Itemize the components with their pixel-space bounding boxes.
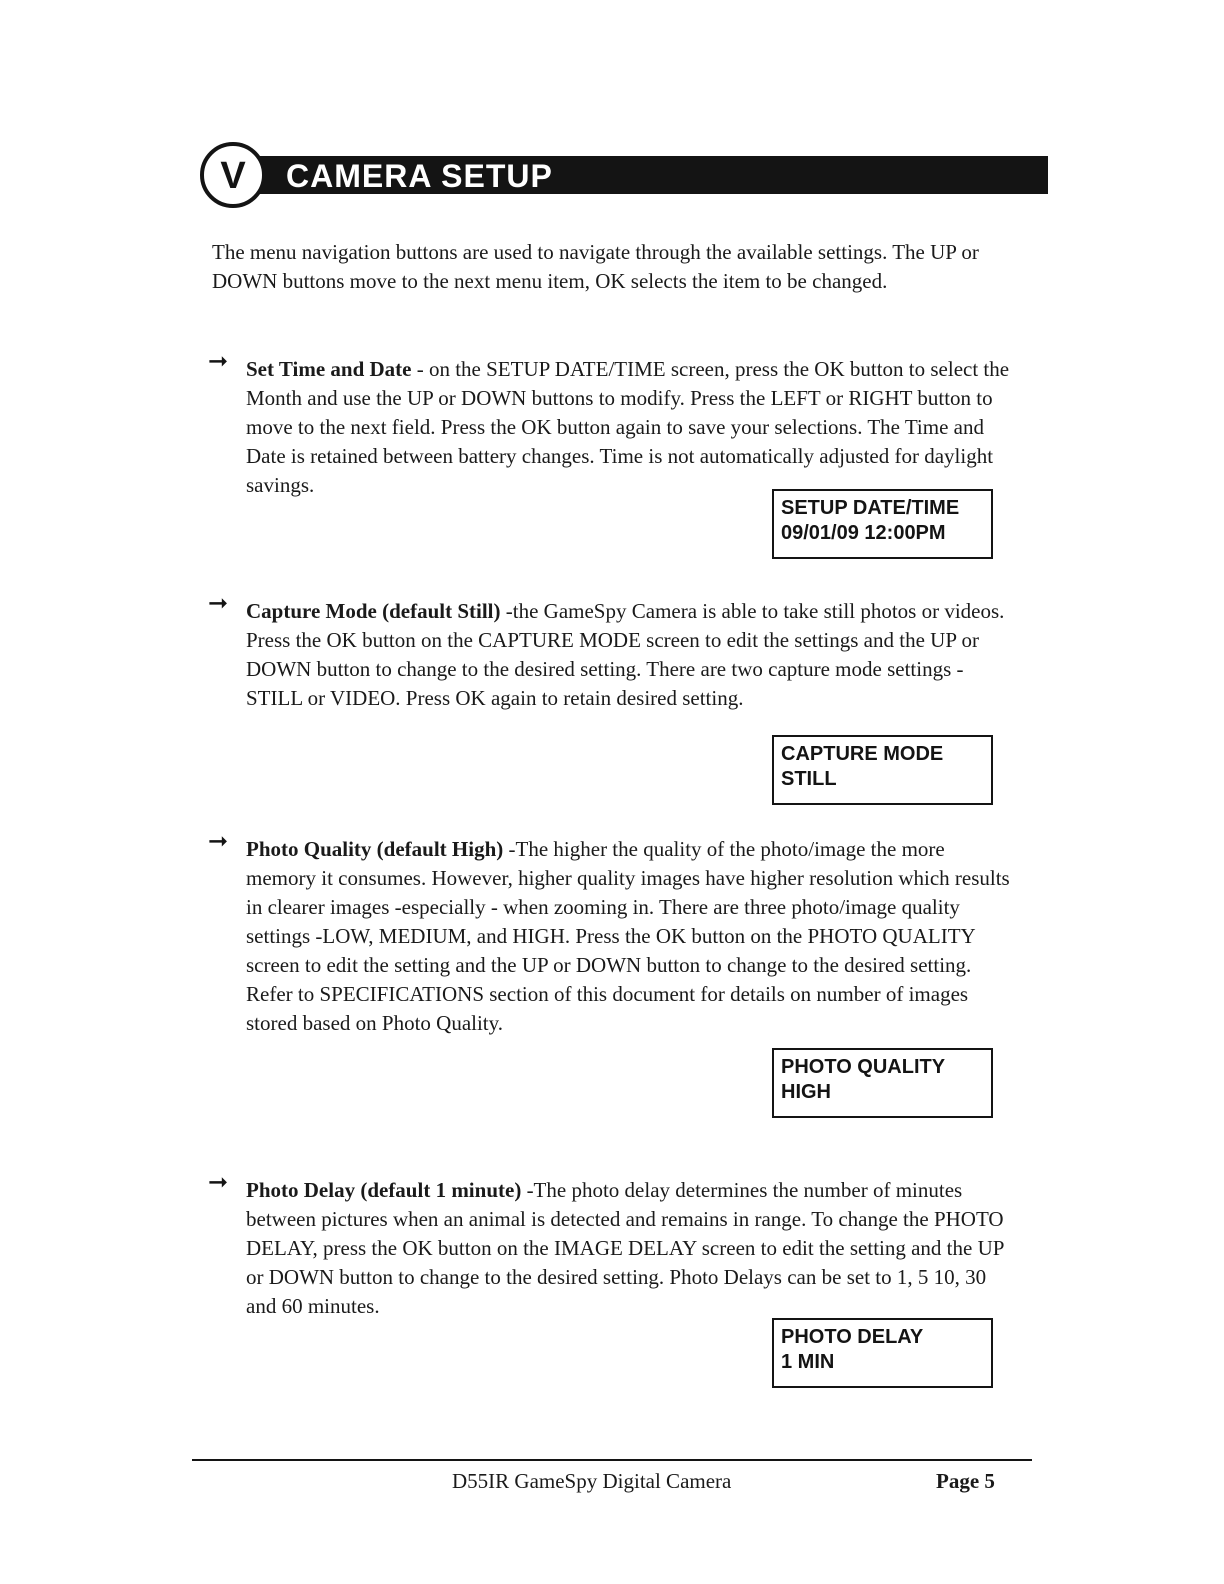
footer-divider [192,1459,1032,1461]
footer-document-title: D55IR GameSpy Digital Camera [452,1469,732,1493]
section-header [196,140,1052,214]
lcd-line-2: 09/01/09 12:00PM [781,522,946,544]
section-numeral-badge: V [200,142,266,208]
section-paragraph [246,597,1018,713]
lcd-line-1: PHOTO DELAY [781,1326,924,1348]
section-photo-quality [208,827,1018,1038]
section-heading: Photo Quality (default High) [246,837,504,861]
bullet-arrow-icon: ➞ [208,347,229,375]
section-set-time-date [208,347,1018,500]
lcd-screen-photo-delay [772,1318,993,1388]
intro-paragraph: The menu navigation buttons are used to navigate through the available settings. The UP or DOWN buttons move to the next menu item, OK selects the item to be changed. [212,240,979,293]
section-body: -the GameSpy Camera is able to take still photos or videos. Press the OK button on the CAPTURE MODE screen to edit the settings and the UP or DOWN button to change to the desired setting. There are two capture mode settings -STILL or VIDEO. Press OK again to retain desired setting. [246,599,1005,710]
section-paragraph [246,1176,1018,1321]
section-capture-mode [208,589,1018,713]
section-body: - on the SETUP DATE/TIME screen, press the OK button to select the Month and use the UP or DOWN buttons to modify. Press the LEFT or RIGHT button to move to the next field. Press the OK button again to save your selections. The Time and Date is retained between battery changes. Time is not automatically adjusted for daylight savings. [246,357,1010,497]
lcd-screen-capture-mode [772,735,993,805]
section-body: -The higher the quality of the photo/image the more memory it consumes. However, higher quality images have higher resolution which results in clearer images -especially - when zooming in. There are three photo/image quality settings -LOW, MEDIUM, and HIGH. Press the OK button on the PHOTO QUALITY screen to edit the setting and the UP or DOWN button to change to the desired setting. Refer to SPECIFICATIONS section of this document for details on number of images stored based on Photo Quality. [246,837,1010,1035]
lcd-line-1: SETUP DATE/TIME [781,497,960,519]
bullet-arrow-icon: ➞ [208,589,229,617]
section-photo-delay [208,1168,1018,1321]
lcd-line-2: 1 MIN [781,1351,835,1373]
lcd-screen-photo-quality [772,1048,993,1118]
bullet-arrow-icon: ➞ [208,1168,229,1196]
lcd-line-2: HIGH [781,1081,831,1103]
lcd-line-2: STILL [781,768,837,790]
section-title: CAMERA SETUP [286,158,553,194]
section-paragraph [246,835,1018,1038]
section-heading: Photo Delay (default 1 minute) [246,1178,522,1202]
lcd-screen-date-time [772,489,993,559]
bullet-arrow-icon: ➞ [208,827,229,855]
section-body: -The photo delay determines the number of minutes between pictures when an animal is detected and remains in range. To change the PHOTO DELAY, press the OK button on the IMAGE DELAY screen to edit the setting and the UP or DOWN button to change to the desired setting. Photo Delays can be set to 1, 5 10, 30 and 60 minutes. [246,1178,1004,1318]
footer-page-number: Page 5 [936,1469,995,1493]
section-heading: Capture Mode (default Still) [246,599,501,623]
section-heading: Set Time and Date [246,357,412,381]
lcd-line-1: CAPTURE MODE [781,743,944,765]
section-paragraph [246,355,1018,500]
lcd-line-1: PHOTO QUALITY [781,1056,946,1078]
